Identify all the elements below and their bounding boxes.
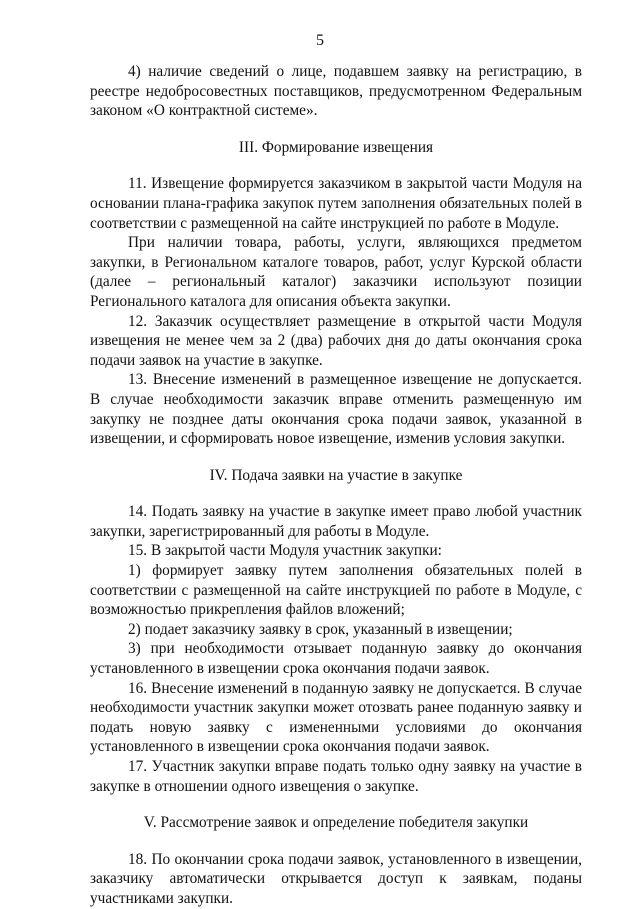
paragraph-12: 12. Заказчик осуществляет размещение в открытой части Модуля извещения не менее чем за 2 (два) рабочих дня до даты окончания срока подачи заявок на участие в закупке. [90, 312, 582, 369]
paragraph-15-item-2: 2) подает заказчику заявку в срок, указанный в извещении; [128, 620, 513, 638]
section-heading-4: IV. Подача заявки на участие в закупке [209, 466, 463, 484]
paragraph-11-catalog: При наличии товара, работы, услуги, являющихся предметом закупки, в Региональном каталоге товаров, работ, услуг Курской области (далее – региональный каталог) заказчики используют позиции Регионального каталога для описания объекта закупки. [90, 234, 582, 310]
paragraph-18: 18. По окончании срока подачи заявок, установленного в извещении, заказчику автоматически открывается доступ к заявкам, поданы участниками закупки. [90, 850, 582, 907]
paragraph-13: 13. Внесение изменений в размещенное извещение не допускается. В случае необходимости заказчик вправе отменить размещенную им закупку не позднее даты окончания срока подачи заявок, указанной в извещении, и сформировать новое извещение, изменив условия закупки. [90, 371, 582, 448]
section-heading-3: III. Формирование извещения [238, 138, 434, 156]
paragraph-15-item-1: 1) формирует заявку путем заполнения обязательных полей в соответствии с размещенной на сайте инструкцией по работе в Модуле, с возможностью прикрепления файлов вложений; [90, 562, 582, 619]
paragraph-17: 17. Участник закупки вправе подать только одну заявку на участие в закупке в отношении одного извещения о закупке. [90, 758, 582, 795]
document-body [90, 62, 582, 909]
paragraph-11: 11. Извещение формируется заказчиком в закрытой части Модуля на основании плана-графика закупок путем заполнения обязательных полей в соответствии с размещенной на сайте инструкцией по работе в Модуле. [90, 175, 582, 232]
paragraph-15-item-3: 3) при необходимости отзывает поданную заявку до окончания установленного в извещении срока окончания подачи заявок. [90, 640, 582, 678]
paragraph-15: 15. В закрытой части Модуля участник закупки: [128, 542, 442, 560]
paragraph-14: 14. Подать заявку на участие в закупке имеет право любой участник закупки, зарегистрированный для работы в Модуле. [90, 503, 582, 540]
paragraph-4: 4) наличие сведений о лице, подавшем заявку на регистрацию, в реестре недобросовестных поставщиков, предусмотренном Федеральным законом «О контрактной системе». [90, 63, 582, 120]
page-number: 5 [316, 32, 324, 49]
paragraph-16: 16. Внесение изменений в поданную заявку не допускается. В случае необходимости участник закупки может отозвать ранее поданную заявку и подать новую заявку с измененными условиями до окончания установленного в извещении срока окончания подачи заявок. [90, 679, 582, 756]
section-heading-5: V. Рассмотрение заявок и определение победителя закупки [143, 814, 529, 832]
